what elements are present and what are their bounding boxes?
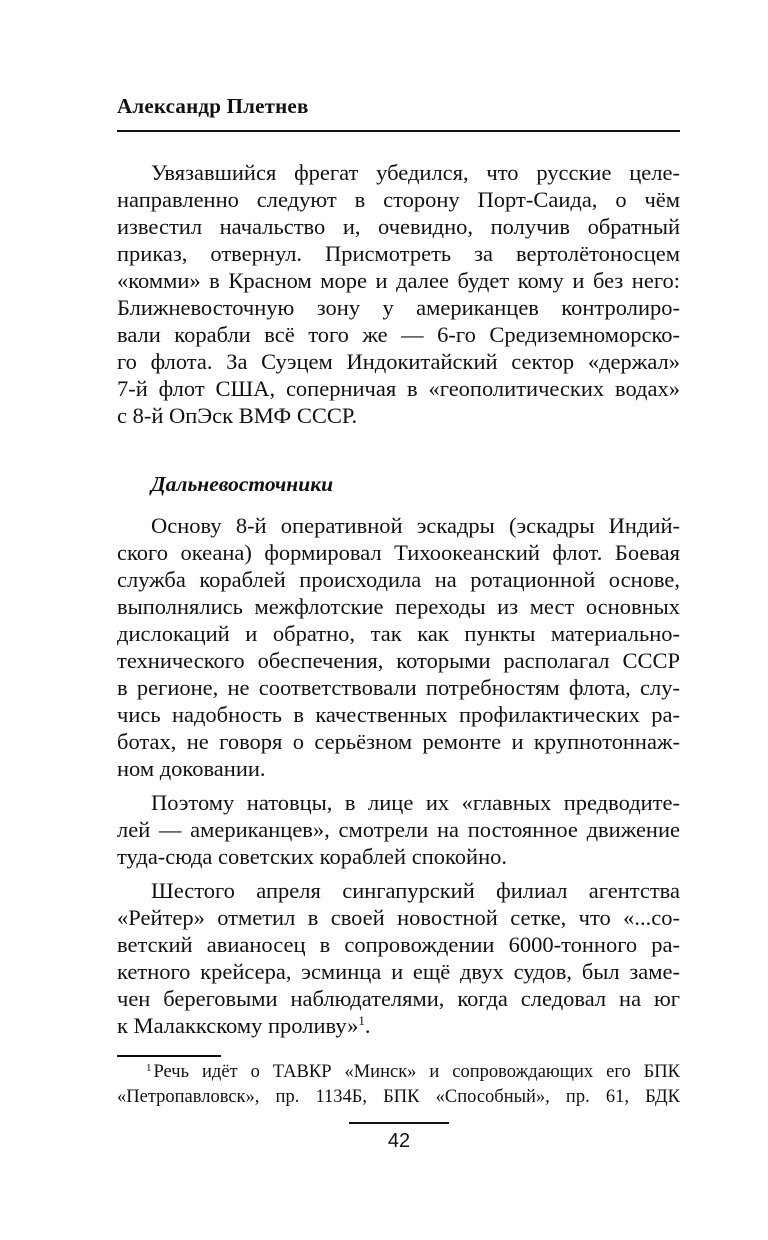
text-line: в регионе, не соответствовали потребностям флота, слу- xyxy=(117,675,680,700)
text-line: ботах, не говоря о серьёзном ремонте и крупнотоннаж- xyxy=(117,729,680,754)
paragraph xyxy=(117,789,680,870)
footnote-mark: 1 xyxy=(146,1062,152,1074)
text-line: Увязавшийся фрегат убедился, что русские целе- xyxy=(151,160,680,185)
footnote-reference[interactable]: 1 xyxy=(358,1013,365,1028)
paragraph xyxy=(117,512,680,782)
header-rule xyxy=(117,130,680,132)
text-line: Поэтому натовцы, в лице их «главных предводите- xyxy=(151,790,680,815)
text-line: Ближневосточную зону у американцев контролиро- xyxy=(117,295,680,320)
paragraph xyxy=(117,877,680,1039)
text-line: ского океана) формировал Тихоокеанский флот. Боевая xyxy=(117,540,680,565)
text-line: дислокаций и обратно, так как пункты материально- xyxy=(117,621,680,646)
text-line: Основу 8-й оперативной эскадры (эскадры Индий- xyxy=(151,513,680,538)
footnote-line xyxy=(117,1060,680,1085)
text-line: 7-й флот США, соперничая в «геополитических водах» xyxy=(117,376,680,401)
text-line: Шестого апреля сингапурский филиал агентства xyxy=(151,878,680,903)
text-line: известил начальство и, очевидно, получив обратный xyxy=(117,214,680,239)
text-line: направленно следуют в сторону Порт-Саида, о чём xyxy=(117,187,680,212)
text-line: кетного крейсера, эсминца и ещё двух судов, был заме- xyxy=(117,959,680,984)
footnote-text: Речь идёт о ТАВКР «Минск» и сопровождающих его БПК xyxy=(153,1062,680,1082)
text-line: ном доковании. xyxy=(117,756,266,781)
text-line: лей — американцев», смотрели на постоянное движение xyxy=(117,817,680,842)
section-heading: Дальневосточники xyxy=(151,472,334,496)
text-line: с 8-й ОпЭск ВМФ СССР. xyxy=(117,403,358,428)
running-head: Александр Плетнев xyxy=(117,94,309,118)
text-line: ветский авианосец в сопровождении 6000-тонного ра- xyxy=(117,932,680,957)
text-line: туда-сюда советских кораблей спокойно. xyxy=(117,844,507,869)
text-line: служба кораблей происходила на ротационной основе, xyxy=(117,567,680,592)
body-text xyxy=(117,159,680,1039)
page-number: 42 xyxy=(387,1130,411,1152)
footnote-rule xyxy=(117,1055,221,1057)
text-line: технического обеспечения, которыми располагал СССР xyxy=(117,648,680,673)
text-line: го флота. За Суэцем Индокитайский сектор «держал» xyxy=(117,349,680,374)
text-line: чись надобность в качественных профилактических ра- xyxy=(117,702,680,727)
text-line: приказ, отвернул. Присмотреть за вертолётоносцем xyxy=(117,241,680,266)
text-line: к Малаккскому проливу»$^1$. xyxy=(117,1013,371,1038)
footnote-line: «Петропавловск», пр. 1134Б, БПК «Способный», пр. 61, БДК xyxy=(117,1087,680,1107)
paragraph xyxy=(117,159,680,429)
text-line: «Рейтер» отметил в своей новостной сетке, что «...со- xyxy=(117,905,680,930)
footnote xyxy=(117,1060,680,1110)
text-line: выполнялись межфлотские переходы из мест основных xyxy=(117,594,680,619)
page-number-rule xyxy=(349,1122,449,1124)
book-page xyxy=(117,0,680,1240)
text-line-content: к Малаккскому проливу» xyxy=(117,1013,359,1038)
text-line: «комми» в Красном море и далее будет кому и без него: xyxy=(117,268,680,293)
text-line: вали корабли всё того же — 6-го Средиземноморско- xyxy=(117,322,680,347)
text-line: чен береговыми наблюдателями, когда следовал на юг xyxy=(117,986,680,1011)
